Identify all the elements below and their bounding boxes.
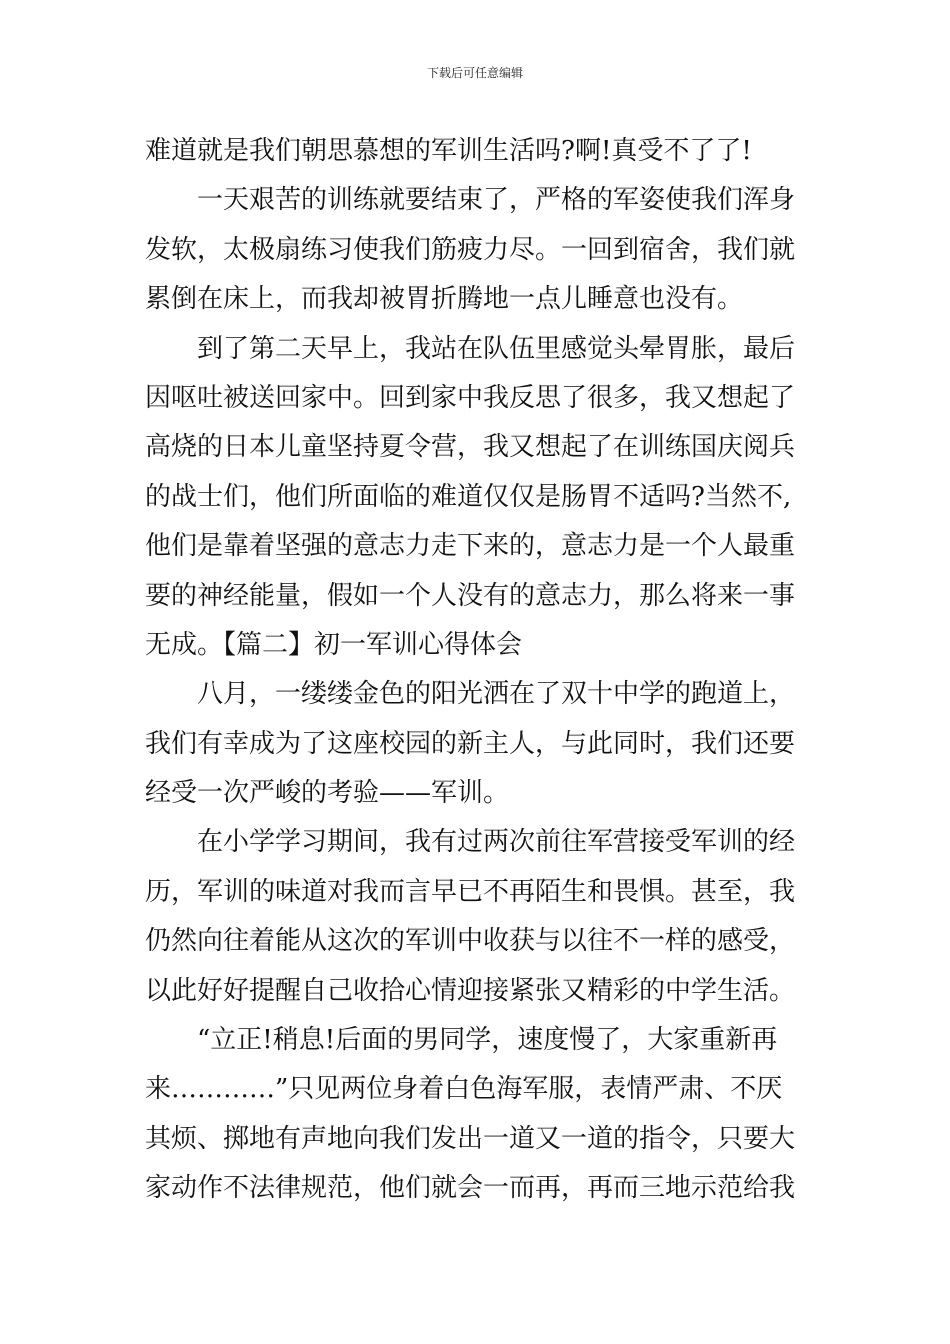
- text-line: 以此好好提醒自己收拾心情迎接紧张又精彩的中学生活。: [145, 975, 796, 1006]
- text-line: 在小学学习期间，我有过两次前往军营接受军训的经: [145, 827, 796, 858]
- text-line: 的战士们，他们所面临的难道仅仅是肠胃不适吗?当然不,: [145, 481, 792, 512]
- text-line: 一天艰苦的训练就要结束了，严格的军姿使我们浑身: [145, 185, 796, 216]
- text-line: 无成。【篇二】初一军训心得体会: [145, 629, 523, 660]
- page-header: 下载后可任意编辑: [426, 66, 523, 80]
- text-line: 家动作不法律规范，他们就会一而再，再而三地示范给我: [145, 1173, 796, 1204]
- text-line: 发软，太极扇练习使我们筋疲力尽。一回到宿舍，我们就: [145, 234, 796, 265]
- text-line: 我们有幸成为了这座校园的新主人，与此同时，我们还要: [145, 728, 796, 759]
- text-line: 其烦、掷地有声地向我们发出一道又一道的指令，只要大: [145, 1123, 796, 1154]
- text-line: 历，军训的味道对我而言早已不再陌生和畏惧。甚至，我: [145, 876, 796, 907]
- text-line: 他们是靠着坚强的意志力走下来的，意志力是一个人最重: [145, 531, 796, 562]
- text-line: 仍然向往着能从这次的军训中收获与以往不一样的感受，: [145, 926, 796, 957]
- text-line: 经受一次严峻的考验——军训。: [145, 778, 510, 809]
- text-line: 累倒在床上，而我却被胃折腾地一点儿睡意也没有。: [145, 284, 744, 315]
- text-line: 因呕吐被送回家中。回到家中我反思了很多，我又想起了: [145, 382, 796, 413]
- text-line: 来…………”只见两位身着白色海军服，表情严肃、不厌: [145, 1074, 783, 1105]
- text-line: 到了第二天早上，我站在队伍里感觉头晕胃胀，最后: [145, 333, 796, 364]
- document-body: [145, 127, 810, 1214]
- text-line: 八月，一缕缕金色的阳光洒在了双十中学的跑道上，: [145, 679, 796, 710]
- text-line: 高烧的日本儿童坚持夏令营，我又想起了在训练国庆阅兵: [145, 432, 796, 463]
- text-line: “立正!稍息!后面的男同学，速度慢了，大家重新再: [145, 1025, 778, 1056]
- text-line: 难道就是我们朝思慕想的军训生活吗?啊!真受不了了!: [145, 136, 752, 166]
- text-line: 要的神经能量，假如一个人没有的意志力，那么将来一事: [145, 580, 796, 611]
